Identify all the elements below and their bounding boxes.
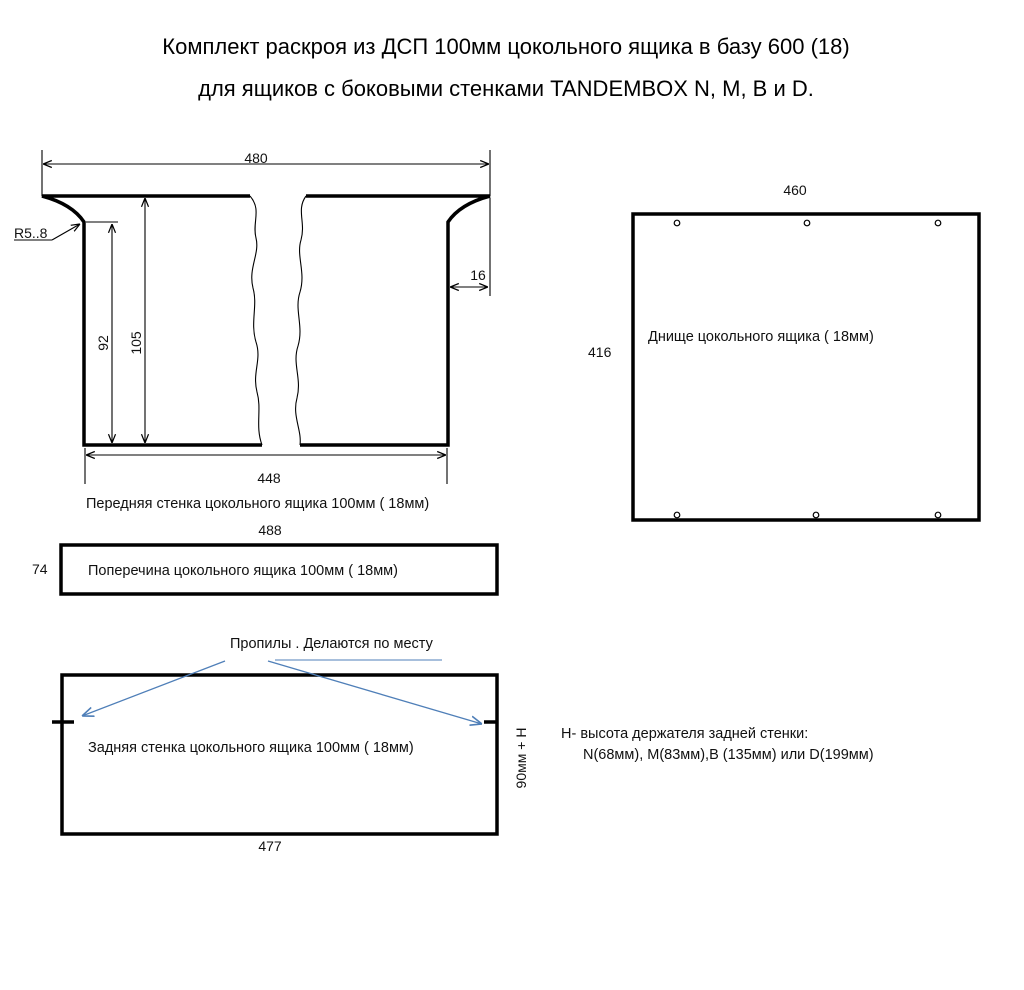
dim-radius-label: R5..8 [14,225,48,241]
bottom-panel-label: Днище цокольного ящика ( 18мм) [648,329,874,345]
back-panel-label: Задняя стенка цокольного ящика 100мм ( 18мм) [88,740,414,756]
bottom-panel [588,182,979,520]
back-panel [52,636,529,854]
dim-460-label: 460 [783,182,807,198]
dim-105-label: 105 [128,331,144,355]
drill-hole [935,512,941,518]
drill-hole [813,512,819,518]
front-panel [14,150,490,512]
front-panel-break-right [296,196,306,445]
front-panel-outline-right [300,196,490,445]
dim-480-label: 480 [244,150,268,166]
note-line-2: N(68мм), M(83мм),B (135мм) или D(199мм) [583,747,874,763]
drill-hole [804,220,810,226]
title-line-2: для ящиков с боковыми стенками TANDEMBOX N, M, B и D. [198,76,814,101]
crossbar [32,522,497,594]
cuts-arrow-right [268,661,482,724]
holder-height-note [561,726,874,763]
crossbar-label: Поперечина цокольного ящика 100мм ( 18мм) [88,563,398,579]
dim-height-h-label: 90мм + H [513,727,529,789]
drill-hole [674,512,680,518]
front-panel-label: Передняя стенка цокольного ящика 100мм ( 18мм) [86,496,430,512]
dim-488-label: 488 [258,522,282,538]
front-panel-break-left [250,196,262,445]
dim-416-label: 416 [588,344,612,360]
dim-448-label: 448 [257,470,281,486]
front-panel-outline-left [42,196,262,445]
dim-92-label: 92 [95,335,111,351]
dim-477-label: 477 [258,838,282,854]
dim-74-label: 74 [32,561,48,577]
title-line-1: Комплект раскроя из ДСП 100мм цокольного ящика в базу 600 (18) [162,34,850,59]
drill-hole [935,220,941,226]
cuts-arrow-left [82,661,225,716]
bottom-panel-outline [633,214,979,520]
drill-hole [674,220,680,226]
cuts-note-label: Пропилы . Делаются по месту [230,636,433,652]
note-line-1: H- высота держателя задней стенки: [561,726,809,742]
dim-radius-leader [52,224,80,240]
dim-16-label: 16 [470,267,486,283]
